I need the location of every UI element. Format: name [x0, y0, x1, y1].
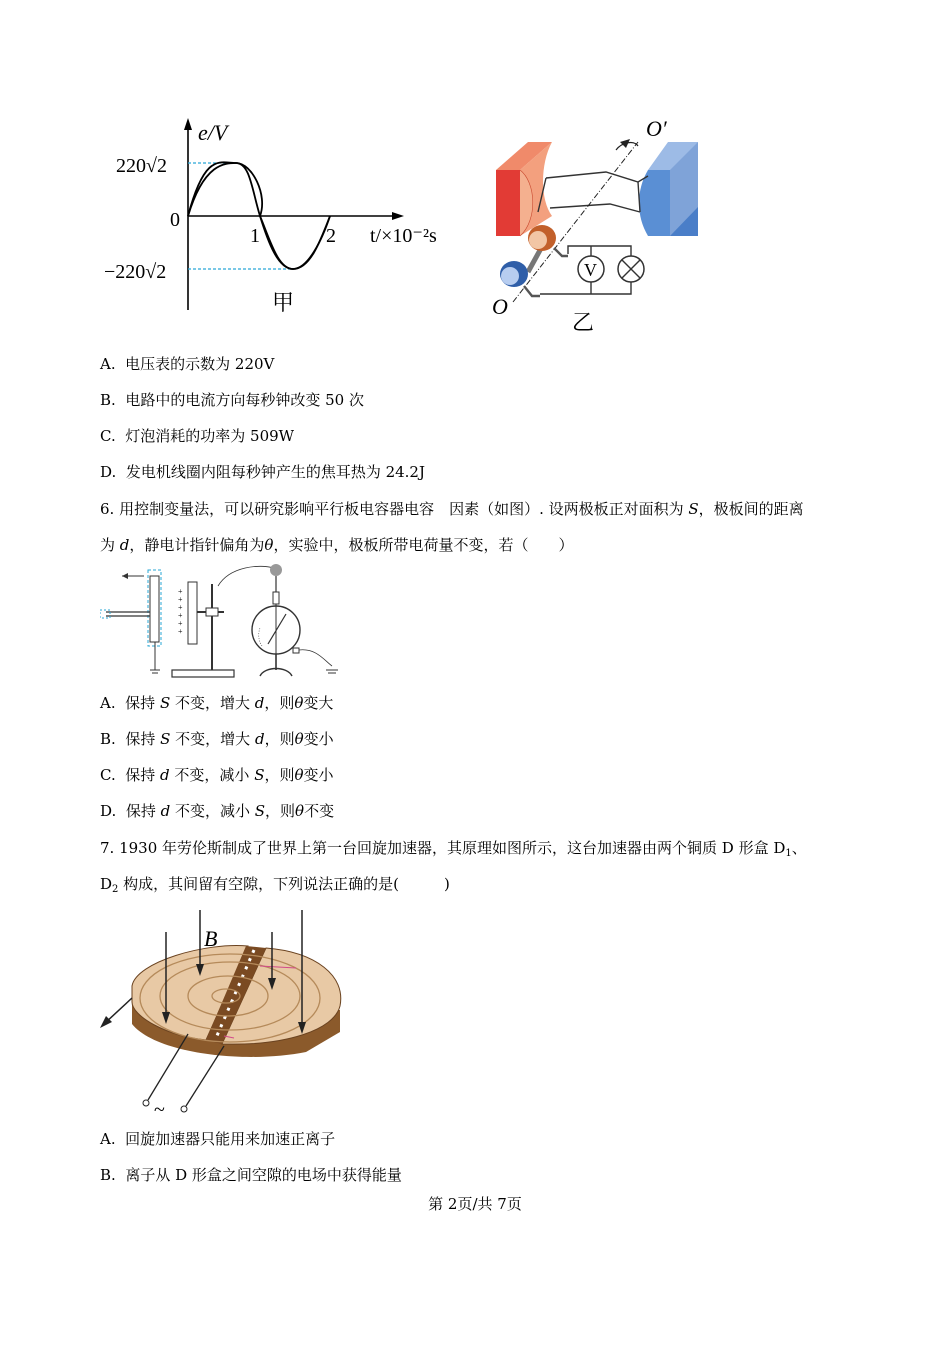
label-o-prime: O′ [646, 116, 667, 141]
figure-yi-generator [488, 112, 718, 337]
tick-zero-label: 0 [170, 209, 180, 231]
q5-option-a: A. 电压表的示数为 220V [100, 355, 275, 373]
q6-option-a: A. 保持 S 不变，增大 d，则θ变大 [100, 694, 334, 712]
x-axis-label: t/×10⁻²s [370, 225, 437, 247]
q7-stem-line1: 7. 1930 年劳伦斯制成了世界上第一台回旋加速器，其原理如图所示，这台加速器由两个铜质 D 形盒 $D_1$、 [100, 839, 807, 859]
q6-stem-line1: 6. 用控制变量法，可以研究影响平行板电容器电容 因素（如图）. 设两极板正对面积为 S，极板间的距离 [100, 500, 804, 518]
q6-option-b: B. 保持 S 不变，增大 d，则θ变小 [100, 730, 334, 748]
q6-option-d: D. 保持 d 不变，减小 S，则θ不变 [100, 802, 335, 820]
page-footer: 第 2页/共 7页 [428, 1195, 522, 1213]
magnet-n [496, 170, 520, 236]
q7-stem-line2: $D_2$ 构成，其间留有空隙，下列说法正确的是( ) [100, 875, 450, 895]
label-b-field: B [204, 926, 218, 951]
q5-option-d: D. 发电机线圈内阻每秒钟产生的焦耳热为 24.2J [100, 463, 425, 481]
svg-text:+: + [178, 611, 183, 620]
q6-stem-line2: 为 d，静电计指针偏角为θ，实验中，极板所带电荷量不变，若（ ） [100, 536, 574, 554]
q5-option-c: C. 灯泡消耗的功率为 509W [100, 427, 295, 445]
svg-text:+: + [178, 595, 183, 604]
tick-bottom-label: −220√2 [104, 261, 167, 283]
q5-option-b: B. 电路中的电流方向每秒钟改变 50 次 [100, 391, 364, 409]
figure-cyclotron [96, 906, 356, 1118]
figure-caption-yi: 乙 [572, 310, 595, 335]
tick-top-label: 220√2 [116, 155, 167, 177]
svg-text:+: + [178, 603, 183, 612]
q7-option-b: B. 离子从 D 形盒之间空隙的电场中获得能量 [100, 1166, 402, 1184]
q6-option-c: C. 保持 d 不变，减小 S，则θ变小 [100, 766, 334, 784]
tick-2-label: 2 [326, 225, 336, 247]
svg-text:+: + [178, 587, 183, 596]
q7-option-a: A. 回旋加速器只能用来加速正离子 [100, 1130, 336, 1148]
tick-1-label: 1 [250, 225, 260, 247]
figure-jia-sine-graph [100, 110, 460, 325]
y-axis-label: e/V [198, 120, 228, 145]
svg-text:+: + [178, 627, 183, 636]
label-ac-source: ~ [154, 1099, 165, 1118]
voltmeter-label: V [584, 260, 597, 280]
label-o: O [492, 294, 508, 319]
figure-caption-jia: 甲 [272, 290, 295, 315]
svg-text:+: + [178, 619, 183, 628]
figure-capacitor-electroscope [100, 562, 350, 682]
